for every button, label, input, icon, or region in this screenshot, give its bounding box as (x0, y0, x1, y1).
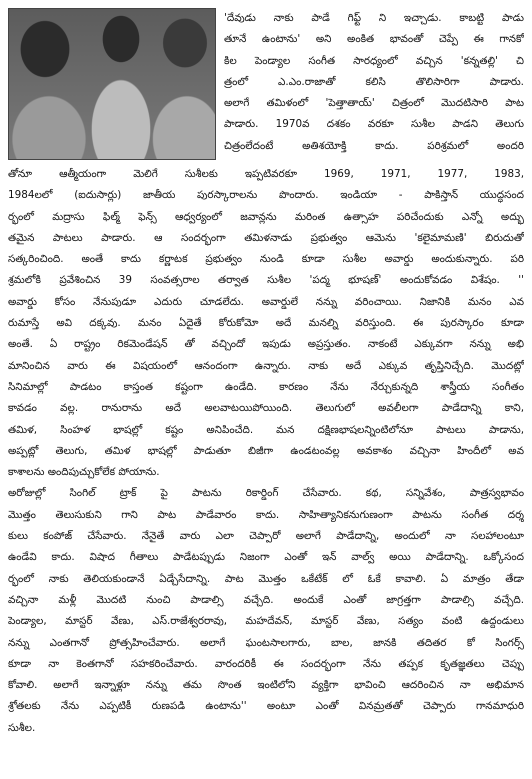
text-line: మొత్తం తెలుసుకుని గాని పాట పాడేవారం కాదు. సాహిత్యానికనుగుణంగా పాటను సంగీత దర్శ (8, 508, 524, 521)
text-line: తమైన పాటలు పాడారు. ఆ సందర్భంగా తమిళనాడు ప్రభుత్వం ఆమెను 'కలైమామణి' బిరుదుతో (8, 231, 524, 244)
text-line: ఉండేవి కాదు. విషాద గీతాలు పాడేటప్పుడు నిజంగా ఎంతో ఇన్ వాల్వ్ అయి పాడేదాన్ని. ఒక్కోసంద (8, 551, 524, 564)
text-line: సుశీల. (8, 721, 36, 734)
text-line: ర్భంలో నాకు తెలియకుండానే ఏడ్చేసేదాన్ని. పాట మొత్తం ఒకేటేక్ లో ఓకే కావాలి. ఏ మాత్రం తేడా (8, 572, 524, 585)
text-line: చిత్రంలేదంటే అతిశయోక్తి కాదు. పరిశ్రమలో అందరి (224, 139, 524, 152)
text-line: అప్పట్లో తెలుగు, తమిళ భాషల్లో పాడుతూ బిజీగా ఉండటంవల్ల అవకాశం వచ్చినా హిందీలో అవ (8, 444, 524, 457)
text-line: కావడం వల్ల. రానురాను అదే అలవాటయిపోయింది. తెలుగులో అవలీలగా పాడేదాన్ని కాని, (8, 402, 524, 415)
text-line: త్రంలో ఎ.ఎం.రాజాతో కలిసి తొలిసారిగా పాడారు. (224, 75, 524, 88)
text-line: అరోజుల్లో సింగిల్ ట్రాక్ పై పాటను రికార్డింగ్ చేసేవారు. కథ, సన్నివేశం, పాత్రస్వభావం (8, 487, 524, 500)
text-line: సినిమాల్లో పాడటం కాస్తంత కష్టంగా ఉండేది. కారణం నేను నేర్చుకున్నది శాస్త్రీయ సంగీతం (8, 380, 524, 393)
text-line: తూనే ఉంటాను' అని అంకిత భావంతో చెప్పే ఈ గానకో (224, 33, 524, 46)
text-line: పెండ్యాల, మాస్టర్ వేణు, ఎస్.రాజేశ్వరరావు, మహదేవన్, మాస్టర్ వేణు, సత్యం వంటి ఉద్దండులు (8, 615, 524, 628)
text-line: 'దేవుడు నాకు పాడే గిఫ్ట్ ని ఇచ్చాడు. కాబట్టి పాడు (224, 12, 524, 24)
text-line: కోవాలి. అలాగే ఇన్నాళ్లూ నన్ను తమ సొంత ఇంటిలోని వ్యక్తిగా భావించి ఆదరించిన నా అభిమాన (8, 679, 524, 692)
text-line: రుమాస్తే అవి దక్కవు. మనం ఏదైతే కోరుకోమో అదే మనల్ని వరిస్తుంది. ఈ పురస్కారం కూడా (8, 317, 524, 330)
text-line: ర్భంలో మద్రాసు ఫిల్మ్ ఫెన్స్ ఆధ్వర్యంలో జవాన్లను మరింత ఉత్సాహ పరిచేందుకు ఎన్నో అద్భు (8, 210, 524, 223)
text-line: కాశాలను అందిపుచ్చుకోలేక పోయాను. (8, 466, 160, 479)
article-photo (8, 8, 216, 160)
text-line: తమిళ, సింహళ భాషల్లో కష్టం అనిపించేది. మన దక్షిణభాషలన్నింటిలోనూ పాటలు పాడాను, (8, 423, 524, 436)
text-line: తోనూ ఆత్మీయంగా మెలిగే సుశీలకు ఇప్పటివరకూ 1969, 1971, 1977, 1983, (8, 168, 524, 180)
lead-paragraph (224, 8, 524, 157)
text-line: అంతే. ఏ రాష్ట్రం రికమెండేషన్ తో వచ్చిందో ఇపుడు అప్రస్తుతం. నాకంటే ఎక్కువగా నన్ను అభి (8, 338, 524, 351)
text-line: పాడారు. 1970వ దశకం వరకూ సుశీల పాడని తెలుగు (224, 118, 524, 131)
text-line: అలాగే తమిళంలో 'పెత్తాతాయ్' చిత్రంలో మొదటిసారి పాట (224, 97, 524, 110)
text-line: అవార్డు కోసం నేనుపుడూ ఎదురు చూడలేదు. అవార్డులే నన్ను వరించాయి. నిజానికి మనం ఎవ (8, 295, 524, 308)
text-line: సత్కరించింది. అంతే కాదు కర్ణాటక ప్రభుత్వం నుండి కూడా సుశీల అవార్డు అందుకున్నారు. పరి (8, 253, 524, 266)
text-line: మానించిన వారు ఈ విషయంలో ఆనందంగా ఉన్నారు. నాకు అదే ఎక్కువ తృప్తినిచ్చేది. మొదట్లో (8, 359, 524, 372)
text-line: 1984లలో (ఐదుసార్లు) జాతీయ పురస్కారాలను పొందారు. ఇండియా - పాకిస్తాన్ యుద్ధసంద (8, 189, 524, 202)
text-line: నన్ను ఎంతగానో ప్రోత్సహించేవారు. అలాగే ఘంటసాలగారు, బాల, జానకి తదితర కో సింగర్స్ (8, 636, 524, 649)
body-paragraphs (8, 164, 524, 739)
text-line: వచ్చినా మళ్లీ మొదటి నుంచి పాడాల్సి వచ్చేది. అందుకే ఎంతో జాగ్రత్తగా పాడాల్సి వచ్చేది. (8, 593, 524, 606)
text-line: కూడా నా కెంతగానో సహకరించేవారు. వారందరికీ ఈ సందర్భంగా నేను తప్పక కృతజ్ఞతలు చెప్పు (8, 657, 524, 670)
text-line: కులు కంపోజ్ చేసేవారు. నేనైతే వారు ఎలా చెప్పారో అలాగే పాడేదాన్ని, అందులో నా సలహాలంటూ (8, 530, 524, 543)
text-line: కిల పెండ్యాల సంగీత సారధ్యంలో వచ్చిన 'కన్నతల్లి' చి (224, 54, 524, 67)
text-line: శ్రోతలకు నేను ఎప్పటికీ రుణపడి ఉంటాను'' అంటూ ఎంతో వినమ్రతతో చెప్పారు గానమాధురి (8, 700, 524, 713)
text-line: శ్రమలోకి ప్రవేశించిన 39 సంవత్సరాల తర్వాత సుశీల 'పద్మ భూషణ్' అందుకోవడం విశేషం. '' (8, 274, 524, 287)
